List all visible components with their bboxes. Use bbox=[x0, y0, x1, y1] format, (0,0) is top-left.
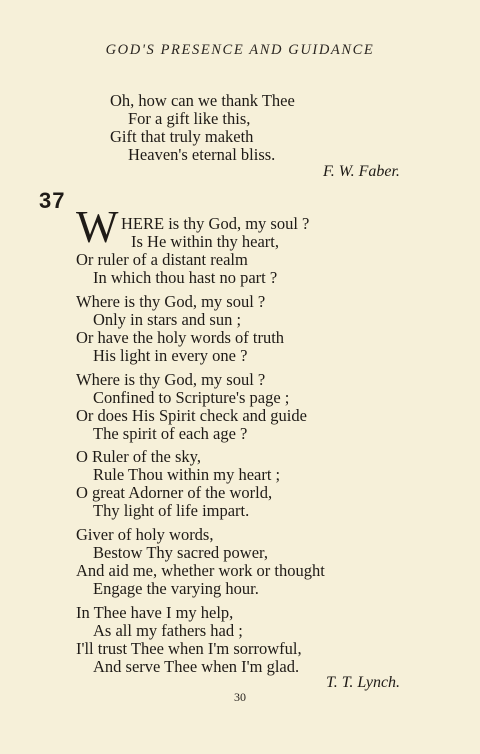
verse-line: Or ruler of a distant realm bbox=[76, 250, 248, 269]
previous-hymn-attribution: F. W. Faber. bbox=[323, 163, 400, 180]
verse-line: Rule Thou within my heart ; bbox=[93, 465, 281, 484]
verse-line: O great Adorner of the world, bbox=[76, 483, 273, 502]
verse-line: Oh, how can we thank Thee bbox=[110, 91, 295, 110]
verse-line: Or have the holy words of truth bbox=[76, 328, 285, 347]
verse-line: Or does His Spirit check and guide bbox=[76, 406, 307, 425]
verse-line: Is He within thy heart, bbox=[131, 232, 280, 251]
verse-line: And aid me, whether work or thought bbox=[76, 561, 325, 580]
verse-line: Only in stars and sun ; bbox=[93, 310, 242, 329]
verse-line: Gift that truly maketh bbox=[110, 127, 254, 146]
verse-line: Heaven's eternal bliss. bbox=[128, 145, 276, 164]
verse-line: O Ruler of the sky, bbox=[76, 447, 201, 466]
verse-line: In Thee have I my help, bbox=[76, 603, 234, 622]
verse-line: Engage the varying hour. bbox=[93, 579, 259, 598]
verse-line: Confined to Scripture's page ; bbox=[93, 388, 290, 407]
verse-line: HERE is thy God, my soul ? bbox=[121, 214, 310, 233]
running-header: GOD'S PRESENCE AND GUIDANCE bbox=[105, 42, 375, 58]
drop-cap: W bbox=[76, 202, 117, 252]
hymn-number: 37 bbox=[39, 188, 66, 213]
verse-line: In which thou hast no part ? bbox=[93, 268, 278, 287]
verse-line: The spirit of each age ? bbox=[93, 424, 248, 443]
page-number: 30 bbox=[234, 690, 246, 704]
verse-line: I'll trust Thee when I'm sorrowful, bbox=[76, 639, 302, 658]
verse-line: And serve Thee when I'm glad. bbox=[93, 657, 300, 676]
verse-line: As all my fathers had ; bbox=[93, 621, 243, 640]
verse-line: For a gift like this, bbox=[128, 109, 251, 128]
verse-line: Thy light of life impart. bbox=[93, 501, 250, 520]
verse-line: Where is thy God, my soul ? bbox=[76, 370, 266, 389]
verse-line: His light in every one ? bbox=[93, 346, 248, 365]
hymn-attribution: T. T. Lynch. bbox=[326, 674, 401, 691]
verse-line: Where is thy God, my soul ? bbox=[76, 292, 266, 311]
verse-line: Bestow Thy sacred power, bbox=[93, 543, 268, 562]
verse-line: Giver of holy words, bbox=[76, 525, 214, 544]
